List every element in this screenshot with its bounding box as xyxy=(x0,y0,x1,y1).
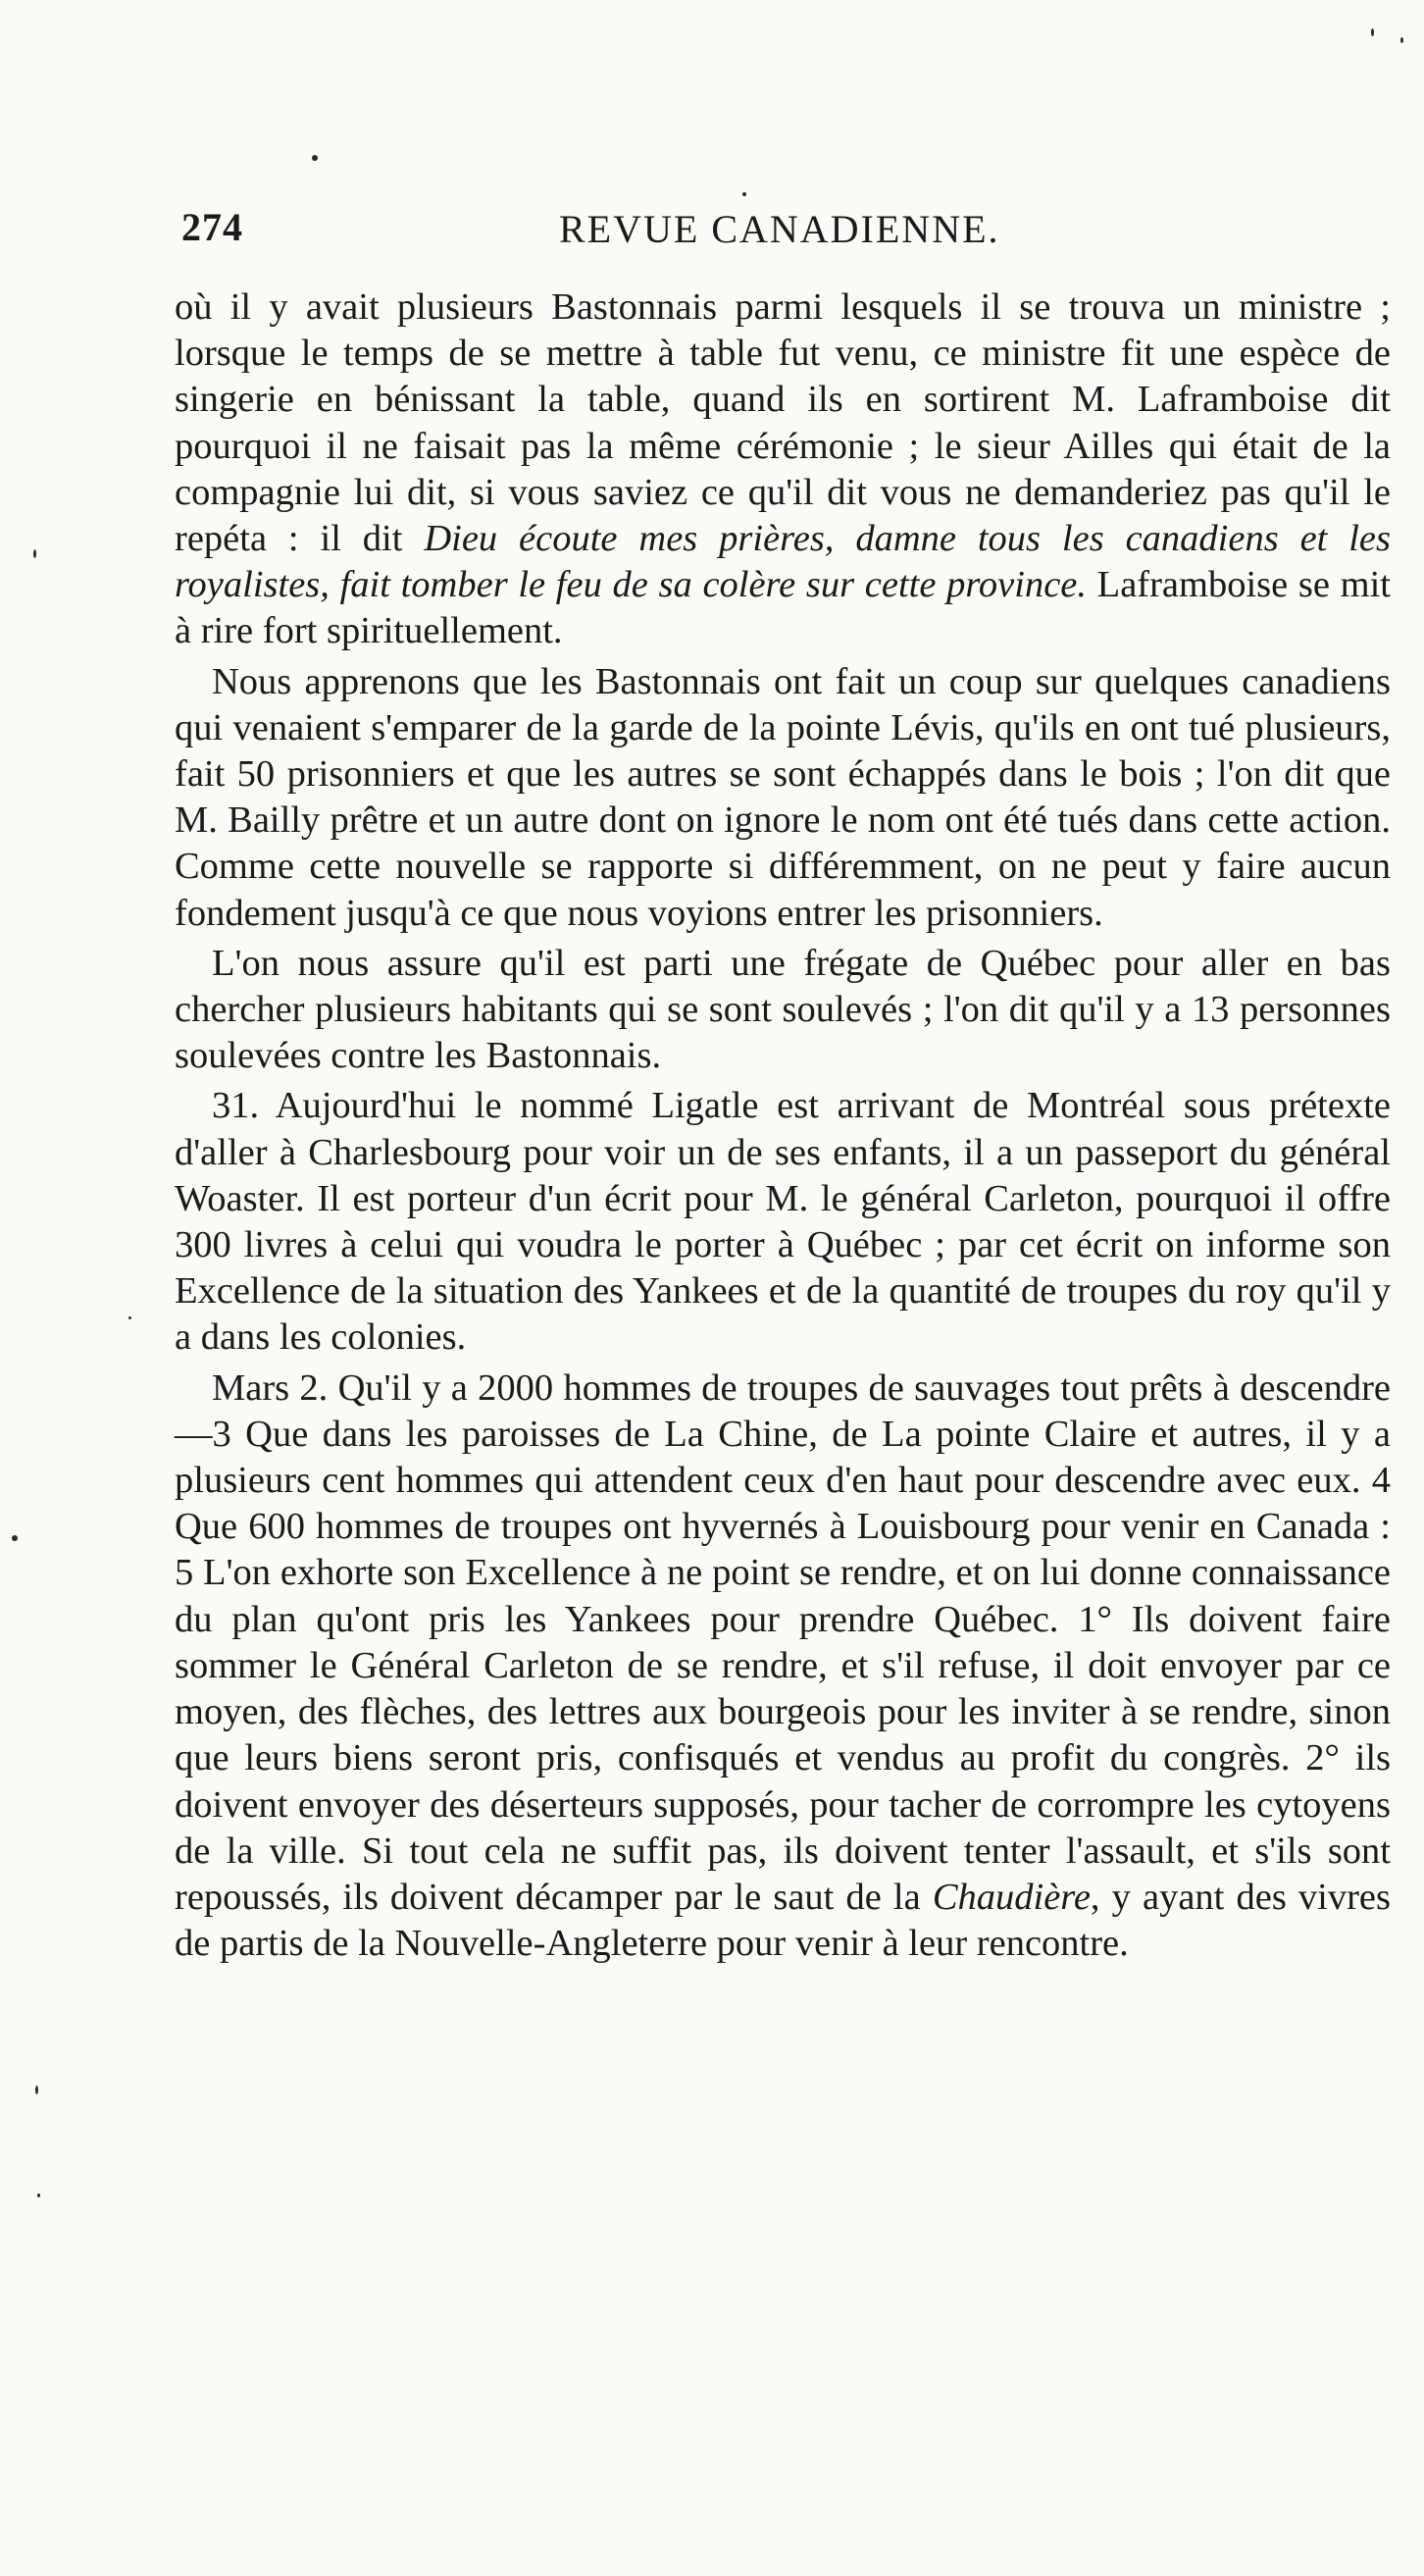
paragraph-5 xyxy=(175,1365,1391,1968)
paragraph-1-text: où il y avait plusieurs Bastonnais parmi lesquels il se trouva un ministre ; lorsque le temps de se mettre à table fut venu, ce ministre fit une espèce de singerie en bénissant la table, quand ils en sortirent M. Laframboise dit pourquoi il ne faisait pas la même cérémonie ; le sieur Ailles qui était de la compagnie lui dit, si vous saviez ce qu'il dit vous ne demanderiez pas qu'il le repéta : il dit xyxy=(175,286,1391,560)
journal-title: REVUE CANADIENNE. xyxy=(559,207,1000,251)
ink-speck xyxy=(742,192,746,196)
paragraph-4: 31. Aujourd'hui le nommé Ligatle est arrivant de Montréal sous prétexte d'aller à Charlesbourg pour voir un de ses enfants, il a un passeport du général Woaster. Il est porteur d'un écrit pour M. le général Carleton, pourquoi il offre 300 livres à celui qui voudra le porter à Québec ; par cet écrit on informe son Excellence de la situation des Yankees et de la quantité de troupes du roy qu'il y a dans les colonies. xyxy=(175,1085,1391,1359)
ink-speck xyxy=(12,1535,18,1541)
ink-speck xyxy=(1371,28,1374,36)
ink-speck xyxy=(128,1316,131,1319)
paragraph-5-italic-place: Chaudière xyxy=(932,1876,1091,1918)
ink-speck xyxy=(35,2086,38,2094)
ink-speck xyxy=(312,155,318,161)
paragraph-3: L'on nous assure qu'il est parti une frégate de Québec pour aller en bas chercher plusieurs habitants qui se sont soulevés ; l'on dit qu'il y a 13 personnes soulevées contre les Bastonnais. xyxy=(175,942,1391,1077)
paragraph-5-text-end: , y ayant des vivres de partis de la Nouvelle-Angleterre pour venir à leur rencontre. xyxy=(175,1876,1391,1965)
page-number: 274 xyxy=(181,205,243,249)
running-head xyxy=(181,204,1388,263)
paragraph-2: Nous apprenons que les Bastonnais ont fait un coup sur quelques canadiens qui venaient s'emparer de la garde de la pointe Lévis, qu'ils en ont tué plusieurs, fait 50 prisonniers et que les autres se sont échappés dans le bois ; l'on dit que M. Bailly prêtre et un autre dont on ignore le nom ont été tués dans cette action. Comme cette nouvelle se rapporte si différemment, on ne peut y faire aucun fondement jusqu'à ce que nous voyions entrer les prisonniers. xyxy=(175,660,1391,934)
paragraph-1 xyxy=(175,284,1391,655)
paragraph-1-text-end: Laframboise se mit à rire fort spirituellement. xyxy=(175,564,1391,652)
ink-speck xyxy=(33,549,36,558)
body-text xyxy=(175,284,1391,1969)
paragraph-5-text: Mars 2. Qu'il y a 2000 hommes de troupes de sauvages tout prêts à descendre—3 Que dans les paroisses de La Chine, de La pointe Claire et autres, il y a plusieurs cent hommes qui attendent ceux d'en haut pour descendre avec eux. 4 Que 600 hommes de troupes ont hyvernés à Louisbourg pour venir en Canada : 5 L'on exhorte son Excellence à ne point se rendre, et on lui donne connaissance du plan qu'ont pris les Yankees pour prendre Québec. 1° Ils doivent faire sommer le Général Carleton de se rendre, et s'il refuse, il doit envoyer par ce moyen, des flèches, des lettres aux bourgeois pour les inviter à se rendre, sinon que leurs biens seront pris, confisqués et vendus au profit du congrès. 2° ils doivent envoyer des déserteurs supposés, pour tacher de corrompre les cytoyens de la ville. Si tout cela ne suffit pas, ils doivent tenter l'assault, et s'ils sont repoussés, ils doivent décamper par le saut de la xyxy=(175,1366,1391,1918)
paragraph-1-italic-quote: Dieu écoute mes prières, damne tous les canadiens et les royalistes, fait tomber le feu de sa colère sur cette province. xyxy=(175,518,1392,606)
ink-speck xyxy=(1400,37,1403,43)
ink-speck xyxy=(37,2193,40,2197)
